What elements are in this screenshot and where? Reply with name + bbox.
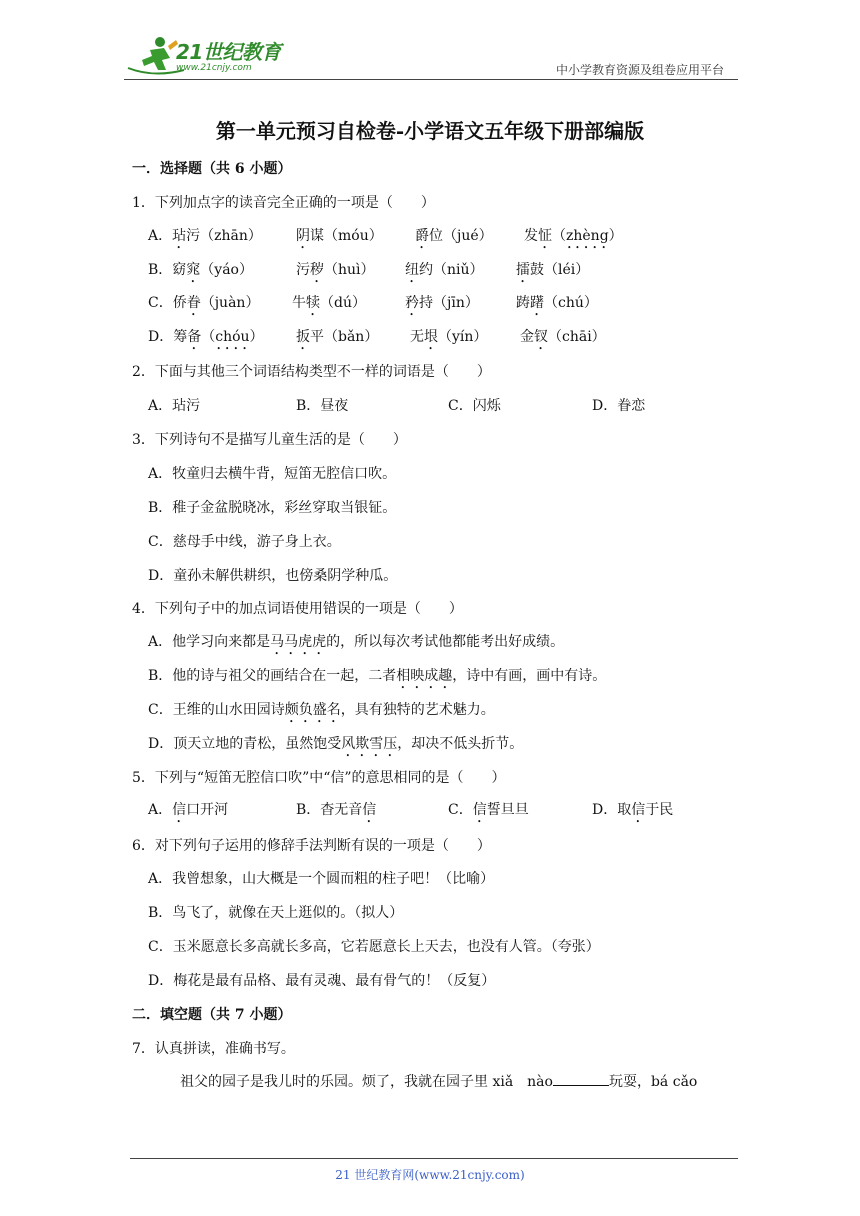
question-3-stem: 3．下列诗句不是描写儿童生活的是（ ）	[132, 432, 407, 448]
q6-option-c[interactable]: C．玉米愿意长多高就长多高，它若愿意长上天去，也没有人管。（夸张）	[148, 939, 600, 955]
q1-option-b[interactable]: B．窈窕（yáo）	[148, 262, 253, 278]
question-7-stem: 7．认真拼读，准确书写。	[132, 1041, 295, 1057]
q7-blank-1[interactable]	[553, 1071, 609, 1086]
q4-option-d[interactable]: D．顶天立地的青松，虽然饱受风欺雪压，却决不低头折节。	[148, 736, 524, 752]
q2-option-c[interactable]: C．闪烁	[448, 398, 501, 414]
q4-option-a[interactable]: A．他学习向来都是马马虎虎的，所以每次考试他都能考出好成绩。	[148, 634, 565, 650]
q6-option-a[interactable]: A．我曾想象，山大概是一个圆而粗的柱子吧！（比喻）	[148, 871, 495, 887]
q5-option-b[interactable]: B．杳无音信	[296, 802, 377, 818]
page-title: 第一单元预习自检卷-小学语文五年级下册部编版	[215, 119, 645, 143]
q6-option-d[interactable]: D．梅花是最有品格、最有灵魂、最有骨气的！（反复）	[148, 973, 496, 989]
q5-option-a[interactable]: A．信口开河	[148, 802, 229, 818]
footer-link[interactable]: 21 世纪教育网(www.21cnjy.com)	[335, 1168, 525, 1182]
q2-option-a[interactable]: A．玷污	[148, 398, 201, 414]
q1-option-d[interactable]: D．筹备（chóu）	[148, 329, 264, 345]
question-6-stem: 6．对下列句子运用的修辞手法判断有误的一项是（ ）	[132, 838, 491, 854]
q4-option-b[interactable]: B．他的诗与祖父的画结合在一起，二者相映成趣，诗中有画，画中有诗。	[148, 668, 607, 684]
q6-option-b[interactable]: B．鸟飞了，就像在天上逛似的。（拟人）	[148, 905, 404, 921]
question-1-stem: 1．下列加点字的读音完全正确的一项是（ ）	[132, 195, 435, 211]
q3-option-d[interactable]: D．童孙未解供耕织，也傍桑阴学种瓜。	[148, 568, 398, 584]
header-divider	[124, 79, 738, 80]
q3-option-b[interactable]: B．稚子金盆脱晓冰，彩丝穿取当银钲。	[148, 500, 397, 516]
q7-passage-line: 祖父的园子是我儿时的乐园。烦了，我就在园子里 xiǎ nào 玩耍，bá cǎo	[180, 1071, 697, 1091]
q4-option-c[interactable]: C．王维的山水田园诗颇负盛名，具有独特的艺术魅力。	[148, 702, 495, 718]
q2-option-b[interactable]: B．昼夜	[296, 398, 349, 414]
question-5-stem: 5．下列与“短笛无腔信口吹”中“信”的意思相同的是（ ）	[132, 770, 506, 786]
logo-url: www.21cnjy.com	[176, 63, 252, 73]
q5-option-c[interactable]: C．信誓旦旦	[448, 802, 529, 818]
header-platform-text: 中小学教育资源及组卷应用平台	[555, 63, 724, 77]
question-2-stem: 2．下面与其他三个词语结构类型不一样的词语是（ ）	[132, 364, 491, 380]
q5-option-d[interactable]: D．取信于民	[592, 802, 674, 818]
section-heading-choice: 一．选择题（共 6 小题）	[132, 161, 292, 177]
logo-text: 21世纪教育	[176, 40, 281, 64]
q3-option-a[interactable]: A．牧童归去横牛背，短笛无腔信口吹。	[148, 466, 397, 482]
question-4-stem: 4．下列句子中的加点词语使用错误的一项是（ ）	[132, 601, 463, 617]
footer-divider	[130, 1158, 738, 1159]
q3-option-c[interactable]: C．慈母手中线，游子身上衣。	[148, 534, 341, 550]
section-heading-fill: 二．填空题（共 7 小题）	[132, 1007, 292, 1023]
q1-option-a[interactable]: A．玷污（zhān）	[148, 228, 262, 244]
q2-option-d[interactable]: D．眷恋	[592, 398, 646, 414]
q1-option-c[interactable]: C．侨眷（juàn）	[148, 295, 260, 311]
